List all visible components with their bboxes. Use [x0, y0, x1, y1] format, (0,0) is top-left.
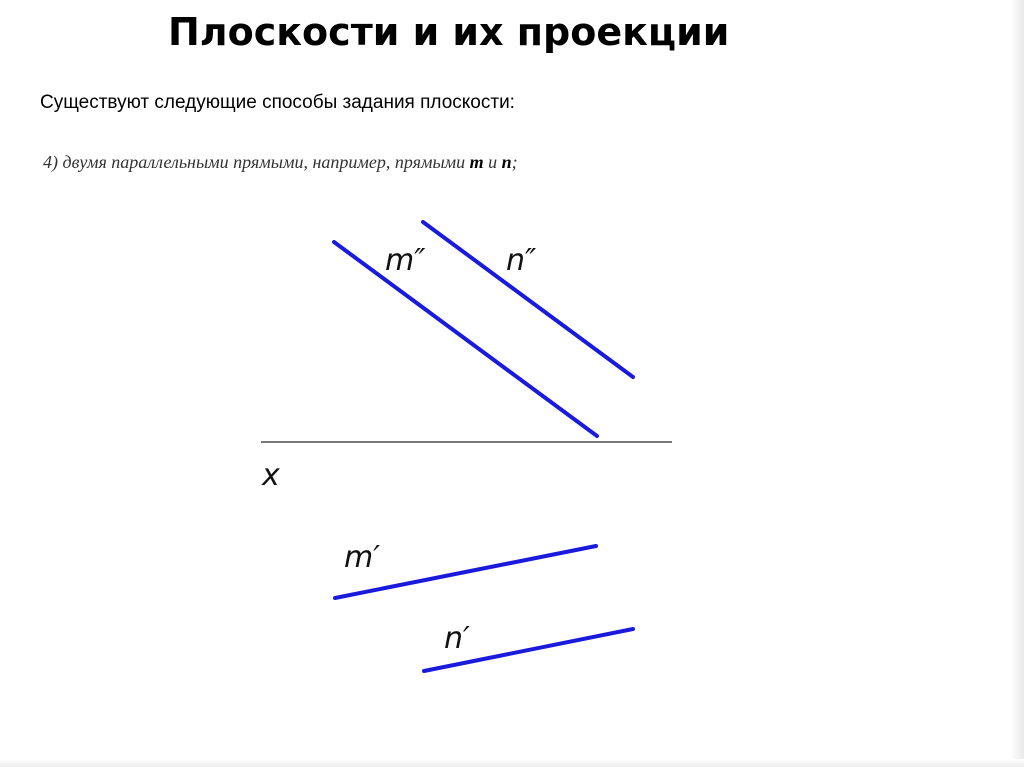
method-item-text: 4) двумя параллельными прямыми, например, прямыми — [43, 152, 470, 172]
page-title: Плоскости и их проекции — [168, 10, 730, 54]
line-name-m: m — [469, 152, 484, 172]
line-name-n: n — [501, 152, 512, 172]
line-m-frontal-projection — [334, 242, 597, 436]
label-m-horizontal: m′ — [344, 540, 381, 575]
label-axis-x: x — [262, 458, 280, 493]
label-n-horizontal: n′ — [444, 621, 470, 656]
label-m-frontal: m″ — [385, 243, 426, 278]
label-n-frontal: n″ — [506, 243, 537, 278]
subtitle: Существуют следующие способы задания плоскости: — [40, 92, 515, 113]
item-suffix: ; — [511, 152, 518, 172]
conjunction: и — [483, 152, 502, 172]
